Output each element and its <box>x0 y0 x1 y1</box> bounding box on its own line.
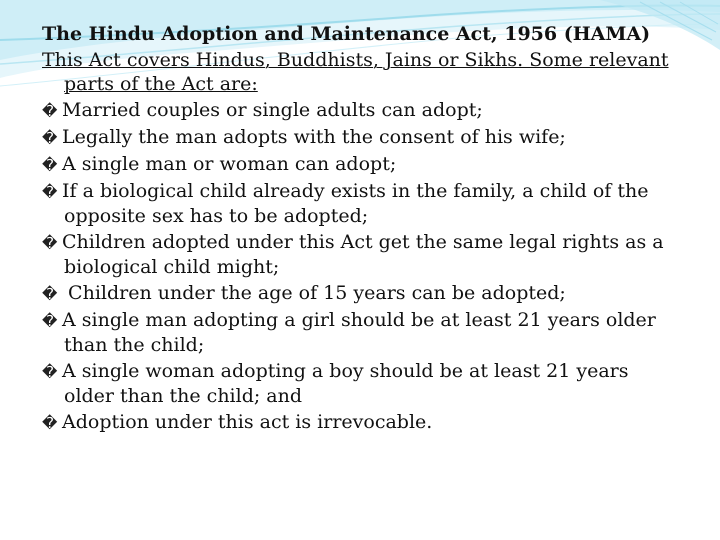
list-item <box>42 230 672 279</box>
bullet-list <box>42 98 672 435</box>
slide-title: The Hindu Adoption and Maintenance Act, 1956 (HAMA) <box>42 23 651 45</box>
slide-content <box>42 22 672 437</box>
list-item <box>42 410 672 435</box>
bullet-icon: � <box>42 183 58 201</box>
list-item-text: A single man or woman can adopt; <box>62 153 397 175</box>
bullet-icon: � <box>42 414 58 432</box>
list-item-text: A single woman adopting a boy should be at least 21 years older than the child; and <box>62 360 629 407</box>
bullet-icon: � <box>42 285 58 303</box>
list-item <box>42 281 672 306</box>
list-item <box>42 98 672 123</box>
list-item-text: Children adopted under this Act get the same legal rights as a biological child might; <box>62 231 664 278</box>
bullet-icon: � <box>42 156 58 174</box>
bullet-icon: � <box>42 312 58 330</box>
list-item-text: If a biological child already exists in the family, a child of the opposite sex has to be adopted; <box>62 180 649 227</box>
list-item-text: Adoption under this act is irrevocable. <box>62 411 433 433</box>
intro-paragraph: This Act covers Hindus, Buddhists, Jains or Sikhs. Some relevant parts of the Act are: <box>42 49 669 95</box>
bullet-icon: � <box>42 129 58 147</box>
bullet-icon: � <box>42 102 58 120</box>
list-item <box>42 359 672 408</box>
list-item <box>42 308 672 357</box>
list-item-text: Married couples or single adults can adopt; <box>62 99 483 121</box>
list-item-text: Legally the man adopts with the consent of his wife; <box>62 126 566 148</box>
bullet-icon: � <box>42 234 58 252</box>
list-item <box>42 179 672 228</box>
bullet-icon: � <box>42 363 58 381</box>
list-item <box>42 125 672 150</box>
list-item-text: Children under the age of 15 years can be adopted; <box>62 282 566 304</box>
list-item-text: A single man adopting a girl should be at least 21 years older than the child; <box>62 309 656 356</box>
list-item <box>42 152 672 177</box>
